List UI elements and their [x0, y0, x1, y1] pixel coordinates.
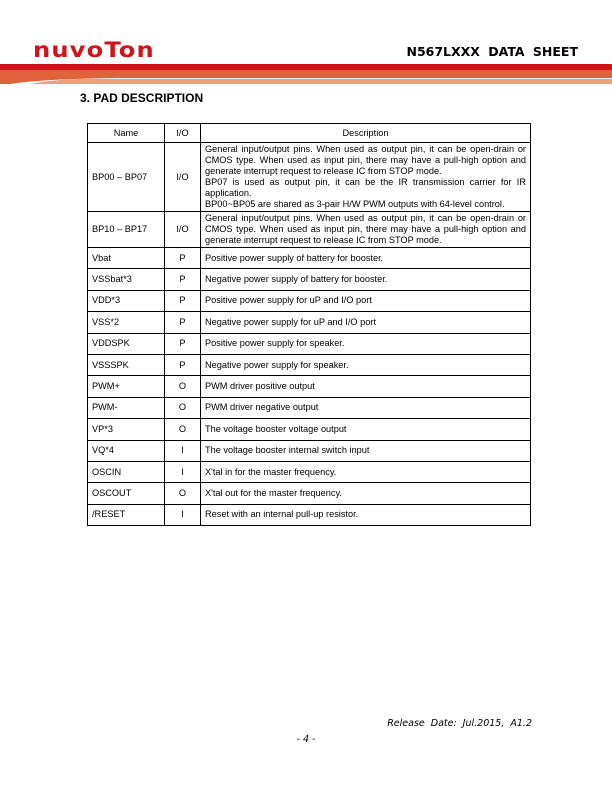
- pin-io: I: [165, 461, 201, 482]
- description-paragraph: The voltage booster internal switch input: [205, 445, 370, 456]
- pin-name: VSS*2: [88, 312, 165, 333]
- description-paragraph: Positive power supply of battery for booster.: [205, 252, 384, 263]
- pin-description: [201, 290, 531, 311]
- pin-name: BP10 – BP17: [88, 212, 165, 248]
- header-band: [0, 64, 612, 84]
- pin-name: BP00 – BP07: [88, 143, 165, 212]
- table-row: [88, 333, 531, 354]
- pin-description: [201, 269, 531, 290]
- pin-io: P: [165, 248, 201, 269]
- table-row: [88, 248, 531, 269]
- pin-description: [201, 333, 531, 354]
- pin-io: P: [165, 354, 201, 375]
- pin-description: [201, 440, 531, 461]
- table-row: [88, 504, 531, 525]
- section-title: 3. PAD DESCRIPTION: [80, 91, 204, 105]
- description-paragraph: General input/output pins. When used as output pin, it can be open-drain or CMOS type. When used as input pin, there may have a pull-high option and generate interrupt request to release IC from STOP mode.: [205, 144, 526, 176]
- description-paragraph: PWM driver negative output: [205, 402, 319, 413]
- pin-description: [201, 419, 531, 440]
- pin-description: [201, 376, 531, 397]
- pin-io: O: [165, 483, 201, 504]
- pin-io: I/O: [165, 143, 201, 212]
- pin-io: P: [165, 333, 201, 354]
- pin-name: VSSbat*3: [88, 269, 165, 290]
- pin-name: Vbat: [88, 248, 165, 269]
- description-paragraph: Negative power supply for uP and I/O port: [205, 316, 376, 327]
- document-title: N567LXXX DATA SHEET: [406, 44, 578, 59]
- pin-description: [201, 248, 531, 269]
- pin-description: [201, 483, 531, 504]
- pin-name: VQ*4: [88, 440, 165, 461]
- description-paragraph: Negative power supply of battery for booster.: [205, 274, 388, 285]
- pin-io: P: [165, 290, 201, 311]
- pin-description: [201, 397, 531, 418]
- table-row: [88, 461, 531, 482]
- description-paragraph: Positive power supply for speaker.: [205, 338, 345, 349]
- table-row: [88, 483, 531, 504]
- table-header-row: [88, 124, 531, 143]
- pin-name: OSCOUT: [88, 483, 165, 504]
- pin-io: O: [165, 376, 201, 397]
- pin-io: P: [165, 269, 201, 290]
- pin-name: VDDSPK: [88, 333, 165, 354]
- description-paragraph: Positive power supply for uP and I/O port: [205, 295, 372, 306]
- pin-io: I/O: [165, 212, 201, 248]
- header-description: Description: [201, 124, 531, 143]
- release-date: Release Date: Jul.2015, A1.2: [387, 718, 532, 729]
- table-row: [88, 143, 531, 212]
- pin-io: O: [165, 397, 201, 418]
- table-row: [88, 440, 531, 461]
- pin-name: VSSSPK: [88, 354, 165, 375]
- description-paragraph: General input/output pins. When used as output pin, it can be open-drain or CMOS type. When used as input pin, there may have a pull-high option and generate interrupt request to release IC from STOP mode.: [205, 213, 526, 245]
- description-paragraph: Negative power supply for speaker.: [205, 359, 349, 370]
- description-paragraph: X'tal in for the master frequency.: [205, 466, 337, 477]
- table-row: [88, 397, 531, 418]
- pin-description: [201, 212, 531, 248]
- description-paragraph: Reset with an internal pull-up resistor.: [205, 509, 359, 520]
- pin-io: O: [165, 419, 201, 440]
- pin-name: VDD*3: [88, 290, 165, 311]
- description-paragraph: X'tal out for the master frequency.: [205, 487, 342, 498]
- description-paragraph: The voltage booster voltage output: [205, 423, 347, 434]
- pin-name: VP*3: [88, 419, 165, 440]
- page-number: - 4 -: [296, 734, 316, 745]
- pin-io: P: [165, 312, 201, 333]
- description-paragraph: PWM driver positive output: [205, 381, 315, 392]
- pin-name: PWM-: [88, 397, 165, 418]
- table-row: [88, 376, 531, 397]
- table-row: [88, 354, 531, 375]
- table-row: [88, 269, 531, 290]
- table-row: [88, 212, 531, 248]
- description-paragraph: BP07 is used as output pin, it can be the IR transmission carrier for IR application.: [205, 177, 526, 198]
- pin-io: I: [165, 504, 201, 525]
- header-io: I/O: [165, 124, 201, 143]
- pin-description: [201, 312, 531, 333]
- table-row: [88, 419, 531, 440]
- header-name: Name: [88, 124, 165, 143]
- pad-description-table: [87, 123, 531, 526]
- table-row: [88, 312, 531, 333]
- pin-description: [201, 354, 531, 375]
- pin-name: OSCIN: [88, 461, 165, 482]
- nuvoton-logo: nuvoTon: [33, 38, 155, 62]
- pin-description: [201, 143, 531, 212]
- pin-name: PWM+: [88, 376, 165, 397]
- pin-description: [201, 504, 531, 525]
- description-paragraph: BP00~BP05 are shared as 3-pair H/W PWM outputs with 64-level control.: [205, 199, 505, 209]
- pin-name: /RESET: [88, 504, 165, 525]
- table-row: [88, 290, 531, 311]
- pin-description: [201, 461, 531, 482]
- pin-io: I: [165, 440, 201, 461]
